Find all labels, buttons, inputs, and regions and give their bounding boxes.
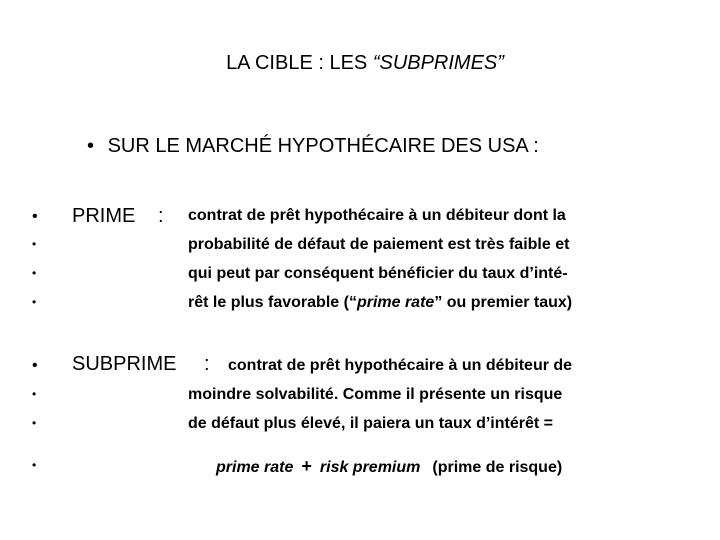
prime-term: PRIME: [72, 205, 136, 227]
formula-line: [216, 456, 562, 477]
subprime-separator: :: [204, 353, 210, 375]
bullet-subprime: •: [32, 357, 38, 374]
bullet-3: •: [32, 266, 37, 280]
bullet-2: •: [32, 237, 37, 251]
formula-prime-rate: prime rate: [216, 459, 294, 476]
bullet-prime: •: [32, 208, 38, 225]
subtitle-text: SUR LE MARCHÉ HYPOTHÉCAIRE DES USA :: [107, 135, 539, 157]
bullet-6: •: [32, 387, 37, 401]
prime-rate-emphasis: prime rate: [356, 294, 435, 311]
subtitle: [87, 135, 539, 158]
slide-title: [0, 52, 720, 75]
subprime-line-1: contrat de prêt hypothécaire à un débiteur de: [228, 357, 573, 374]
bullet-8: •: [32, 458, 37, 472]
prime-line-1: contrat de prêt hypothécaire à un débiteur dont la: [188, 207, 566, 224]
subprime-term: SUBPRIME: [72, 353, 177, 375]
prime-line-4: [188, 294, 572, 312]
formula-risk-premium: risk premium: [319, 459, 421, 476]
subtitle-bullet: •: [87, 135, 95, 157]
prime-line-4-before: rêt le plus favorable (: [188, 294, 349, 311]
bullet-7: •: [32, 416, 37, 430]
bullet-4: •: [32, 295, 37, 309]
title-prefix: LA CIBLE : LES: [226, 52, 373, 74]
prime-line-2: probabilité de défaut de paiement est très faible et: [188, 236, 570, 253]
subprime-line-3: de défaut plus élevé, il paiera un taux d’intérêt =: [188, 415, 553, 432]
formula-plus: +: [301, 456, 312, 476]
subprime-line-2: moindre solvabilité. Comme il présente un risque: [188, 386, 563, 403]
prime-quote-open: “: [348, 294, 357, 311]
prime-line-3: qui peut par conséquent bénéficier du taux d’inté-: [188, 265, 568, 282]
prime-quote-close: ”: [434, 294, 443, 311]
title-emphasis: “SUBPRIMES”: [372, 52, 504, 74]
formula-note: (prime de risque): [432, 459, 563, 476]
prime-line-4-after: ou premier taux): [442, 294, 573, 311]
prime-separator: :: [158, 205, 164, 227]
